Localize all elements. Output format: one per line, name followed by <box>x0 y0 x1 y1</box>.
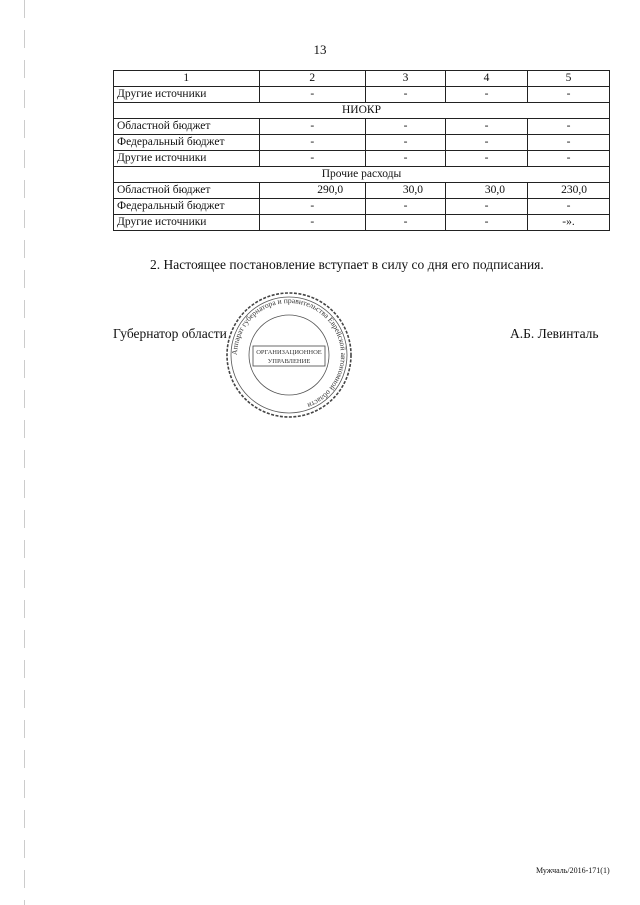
value-cell: 30,0 <box>446 183 528 199</box>
table-section-row <box>114 167 610 183</box>
table-row <box>114 215 610 231</box>
signature-title: Губернатор области <box>113 326 227 341</box>
signature-name: А.Б. Левинталь <box>510 326 599 341</box>
value-cell: - <box>527 87 609 103</box>
paragraph-effective-date: 2. Настоящее постановление вступает в силу со дня его подписания. <box>150 257 544 272</box>
value-cell: - <box>446 199 528 215</box>
row-label: Другие источники <box>114 151 260 167</box>
section-title: Прочие расходы <box>114 167 610 183</box>
value-cell: - <box>259 151 366 167</box>
value-cell: 30,0 <box>366 183 446 199</box>
row-label: Другие источники <box>114 87 260 103</box>
value-cell: - <box>259 199 366 215</box>
row-label: Федеральный бюджет <box>114 199 260 215</box>
header-cell: 1 <box>114 71 260 87</box>
table-row <box>114 199 610 215</box>
value-cell: 290,0 <box>259 183 366 199</box>
value-cell: - <box>446 87 528 103</box>
value-cell: - <box>366 119 446 135</box>
row-label: Областной бюджет <box>114 119 260 135</box>
value-cell: - <box>366 215 446 231</box>
document-footer-code: Мужчаль/2016-171(1) <box>536 866 610 875</box>
value-cell: - <box>527 151 609 167</box>
svg-text:Аппарат губернатора и правител: Аппарат губернатора и правительства Еврейской автономной области <box>229 295 349 411</box>
row-label: Областной бюджет <box>114 183 260 199</box>
value-cell: - <box>446 151 528 167</box>
table-section-row <box>114 103 610 119</box>
header-cell: 5 <box>527 71 609 87</box>
row-label: Другие источники <box>114 215 260 231</box>
table-row <box>114 151 610 167</box>
official-seal-stamp <box>223 289 355 421</box>
row-label: Федеральный бюджет <box>114 135 260 151</box>
value-cell: - <box>259 87 366 103</box>
table-row <box>114 183 610 199</box>
header-cell: 2 <box>259 71 366 87</box>
value-cell: 230,0 <box>527 183 609 199</box>
header-cell: 3 <box>366 71 446 87</box>
value-cell: - <box>446 215 528 231</box>
svg-text:ОРГАНИЗАЦИОННОЕ: ОРГАНИЗАЦИОННОЕ <box>256 349 322 356</box>
table-header-row <box>114 71 610 87</box>
value-cell: - <box>366 87 446 103</box>
value-cell: -». <box>527 215 609 231</box>
section-title: НИОКР <box>114 103 610 119</box>
value-cell: - <box>259 119 366 135</box>
value-cell: - <box>446 119 528 135</box>
table-row <box>114 135 610 151</box>
header-cell: 4 <box>446 71 528 87</box>
value-cell: - <box>259 215 366 231</box>
table-row <box>114 87 610 103</box>
margin-line <box>24 0 25 905</box>
table-row <box>114 119 610 135</box>
page-number: 13 <box>313 42 327 57</box>
value-cell: - <box>527 135 609 151</box>
value-cell: - <box>366 151 446 167</box>
value-cell: - <box>527 199 609 215</box>
value-cell: - <box>259 135 366 151</box>
value-cell: - <box>366 135 446 151</box>
budget-table <box>113 70 610 231</box>
value-cell: - <box>446 135 528 151</box>
value-cell: - <box>527 119 609 135</box>
table-body <box>114 87 610 231</box>
value-cell: - <box>366 199 446 215</box>
svg-text:УПРАВЛЕНИЕ: УПРАВЛЕНИЕ <box>267 358 311 365</box>
